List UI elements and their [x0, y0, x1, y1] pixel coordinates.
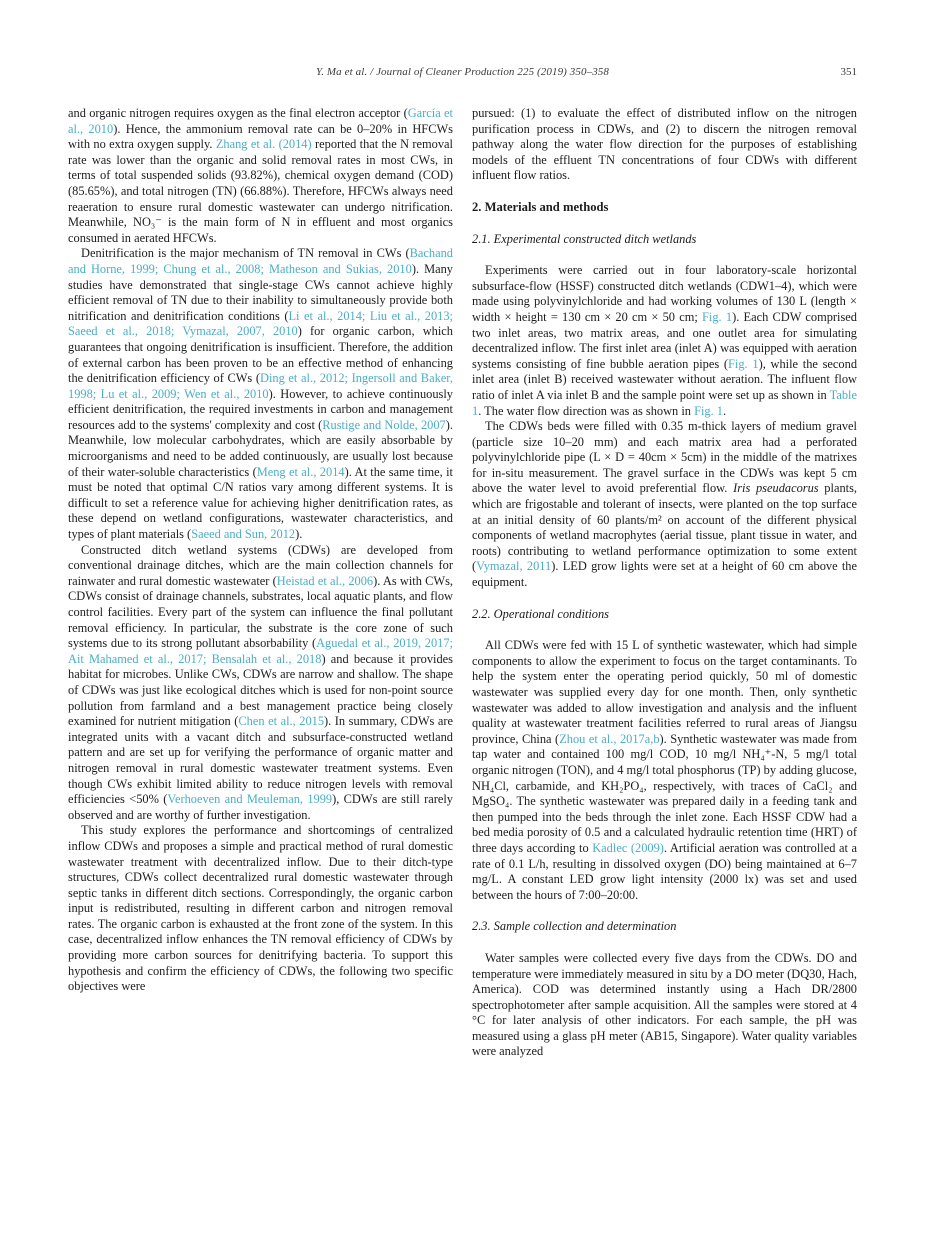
citation-link[interactable]: Fig. 1 — [694, 403, 723, 418]
text-segment: Denitrification is the major mechanism of TN removal in CWs ( — [81, 246, 410, 261]
paragraph — [472, 263, 857, 419]
text-segment: This study explores the performance and shortcomings of centralized inflow CDWs and proposes a simple and practical method of rural domestic wastewater treatment with decentralized inflow. Due to their ditch-type structures, CDWs collect decentralized rural domestic wastewater through septic tanks in different ditch sections. Correspondingly, the organic carbon input is redistributed, resulting in different carbon and nitrogen removal rates. The organic carbon is exhausted at the front zone of the system. In this case, decentralized inflow enhances the TN removal efficiency of CDWs by providing more carbon sources for denitrifying bacteria. To support this hypothesis and confirm the efficiency of CDWs, the following two specific objectives were — [68, 823, 453, 994]
text-segment: ). As with CWs, CDWs consist of drainage channels, substrates, local aquatic plants, and flow control facilities. Every part of the system can influence the final pollutant removal efficiency. In particular, the substrate is the core zone of such systems due to its strong pollutant absorbability ( — [68, 573, 453, 651]
text-segment: ). Meanwhile, low molecular carbohydrates, which are easily absorbable by microorganisms and need to be added continuously, are usually lost because of their water-soluble characteristics ( — [68, 417, 453, 479]
text-segment: ). In summary, CDWs are integrated units with a vacant ditch and subsurface-constructed wetland pattern and are set up for verifying the performance of organic matter and nitrogen removal in rural domestic wastewater treatment systems. Even though CWs exhibit limited ability to reduce nitrogen levels with removal efficiencies <50% ( — [68, 714, 454, 807]
text-segment: plants, which are frigostable and tolerant of insects, were planted on the top surface at an initial density of 60 plants/m² on account of the different physical components of wetland macrophytes (aerial tissue, plant tissue in water, and roots) contributing to wetland performance optimization to some extent ( — [472, 481, 858, 574]
citation-link[interactable]: Li et al., 2014; Liu et al., 2013; Saeed et al., 2018; Vymazal, 2007, 2010 — [68, 308, 453, 339]
page-header — [68, 66, 857, 82]
subsection-heading: 2.1. Experimental constructed ditch wetlands — [472, 231, 697, 246]
text-segment: ). At the same time, it must be noted that optimal C/N ratios vary among different systems. It is difficult to set a reference value for achieving higher denitrification rates, as these depend on wetland configurations, wastewater characteristics, and types of plant materials ( — [68, 464, 453, 542]
text-segment: reported that the N removal rate was lower than the organic and solid removal rates in most CWs, in terms of total suspended solids (93.82%), chemical oxygen demand (COD) (85.65%), and total nitrogen (TN) (66.88%). Therefore, HFCWs always need reaeration to ensure rural domestic wastewater can undergo nitrification. Meanwhile, NO₃⁻ is the main form of N in effluent and most organics consumed in aerated HFCWs. — [68, 137, 454, 245]
text-segment: Constructed ditch wetland systems (CDWs) are developed from conventional drainage ditches, which are the main collection channels for rainwater and rural domestic wastewater ( — [68, 542, 453, 588]
text-segment: The CDWs beds were filled with 0.35 m-thick layers of medium gravel (particle size 10–20 mm) and each matrix area had a perforated polyvinylchloride pipe (L × D = 40cm × 5cm) in the middle of the matrixes for in-situ measurement. The gravel surface in the CDWs was kept 5 cm above the water level to avoid preferential flow. — [472, 419, 857, 496]
text-segment: ). However, to achieve continuously efficient denitrification, the required investments in carbon and management resources add to the systems' complexity and cost ( — [68, 386, 453, 432]
citation-link[interactable]: Kadlec (2009) — [592, 840, 664, 855]
citation-link[interactable]: Verhoeven and Meuleman, 1999 — [167, 792, 333, 807]
citation-link[interactable]: Aguedal et al., 2019, 2017; Ait Mahamed et al., 2017; Bensalah et al., 2018 — [68, 636, 453, 666]
citation-link[interactable]: Fig. 1 — [728, 356, 759, 371]
subsection-heading: 2.3. Sample collection and determination — [472, 919, 677, 934]
text-segment: . Artificial aeration was controlled at a rate of 0.1 L/h, resulting in dissolved oxygen (DO) being maintained at 6–7 mg/L. A constant LED grow light intensity (2000 lx) was set and used between the hours of 7:00–20:00. — [472, 840, 857, 902]
subsection-heading: 2.2. Operational conditions — [472, 606, 609, 621]
text-segment: ). Synthetic wastewater was made from tap water and contained 100 mg/l COD, 10 mg/l NH₄⁺-N, 5 mg/l total organic nitrogen (TON), and 4 mg/l total phosphorus (TP) by adding glucose, NH₄Cl, carbamide, and KH₂PO₄, respectively, with traces of CaCl₂ and MgSO₄. The synthetic wastewater was prepared daily in a feeding tank and then pumped into the beds through the inlet zone. Each HSSF CDW had a bed media porosity of 0.5 and a calculated hydraulic retention time (HRT) of three days according to — [472, 731, 857, 855]
text-segment: . — [723, 403, 727, 418]
text-segment: ). Many studies have demonstrated that single-stage CWs cannot achieve highly efficient removal of TN due to their inability to simultaneously provide both nitrification and denitrification conditions ( — [68, 261, 454, 323]
paragraph — [68, 246, 453, 542]
citation-link[interactable]: Zhang et al. (2014) — [215, 137, 312, 152]
left-column — [68, 106, 453, 1060]
citation-link[interactable]: Fig. 1 — [702, 309, 733, 324]
text-segment: Iris pseudacorus — [733, 481, 819, 496]
paragraph — [472, 951, 857, 1060]
section-heading: 2. Materials and methods — [472, 199, 609, 214]
article-body — [68, 106, 857, 1060]
citation-link[interactable]: García et al., 2010 — [68, 106, 453, 136]
running-head: Y. Ma et al. / Journal of Cleaner Production 225 (2019) 350–358 — [316, 66, 609, 78]
text-segment: ) and because it provides habitat for microbes. Unlike CWs, CDWs are narrow and shallow. The shape of CDWs was just like ecological ditches which is used for non-point source pollution from farmland and a best management practice being closely examined for nutrient mitigation ( — [68, 651, 453, 729]
text-segment: Experiments were carried out in four laboratory-scale horizontal subsurface-flow (HSSF) constructed ditch wetlands (CDW1–4), which were made using polyvinylchloride and had working volumes of 130 L (length × width × height = 130 cm × 20 cm × 50 cm; — [472, 263, 857, 324]
text-segment: ). Hence, the ammonium removal rate can be 0–20% in HFCWs with no extra oxygen supply. — [68, 121, 453, 152]
text-segment: and organic nitrogen requires oxygen as the final electron acceptor ( — [68, 106, 408, 120]
paragraph — [68, 823, 453, 995]
right-column — [472, 106, 857, 1060]
citation-link[interactable]: Saeed and Sun, 2012 — [191, 527, 296, 542]
text-segment: ). LED grow lights were set at a height of 60 cm above the equipment. — [472, 559, 858, 590]
citation-link[interactable]: Rustige and Nolde, 2007 — [322, 417, 446, 432]
citation-link[interactable]: Heistad et al., 2006 — [276, 573, 374, 588]
text-segment: ) for organic carbon, which guarantees that ongoing denitrification is insufficient. Therefore, the addition of external carbon has been proven to be an effective method of enhancing the denitrification efficiency of CWs ( — [68, 324, 453, 386]
text-segment: pursued: (1) to evaluate the effect of distributed inflow on the nitrogen purification process in CDWs, and (2) to discern the nitrogen removal pathway along the water flow direction for the purposes of establishing models of the effluent TN concentrations of four CDWs with different influent flow ratios. — [472, 106, 857, 183]
paragraph — [68, 543, 453, 824]
page-number: 351 — [840, 66, 857, 78]
text-segment: Water samples were collected every five days from the CDWs. DO and temperature were immediately measured in situ by a DO meter (DQ30, Hach, America). COD was determined instantly using a Hach DR/2800 spectrophotometer after sample acquisition. All the samples were stored at 4 °C for later analysis of other indicators. For each sample, the pH was measured using a glass pH meter (AB15, Singapore). Water quality variables were analyzed — [472, 950, 858, 1059]
text-segment: ), CDWs are still rarely observed and are worthy of further investigation. — [68, 792, 453, 822]
paragraph — [68, 106, 453, 246]
text-segment: ). Each CDW comprised two inlet areas, two matrix areas, and one outlet area for simulating decentralized inflow. The first inlet area (inlet A) was equipped with aeration systems consisting of fine bubble aeration pipes ( — [472, 309, 858, 371]
text-segment: ), while the second inlet area (inlet B) received wastewater without aeration. The influent flow ratio of inlet A via inlet B and the sample point were set up as shown in — [472, 356, 858, 402]
text-segment: All CDWs were fed with 15 L of synthetic wastewater, which had simple components to allow the experiment to focus on the target contaminants. To help the system enter the operating period quickly, 50 ml of domestic wastewater was supplied every day for one month. Then, only synthetic wastewater was added to allow investigation and analysis and the influent quality at wastewater treatment facilities referred to rural areas of Jiangsu province, China ( — [472, 638, 857, 746]
citation-link[interactable]: Ding et al., 2012; Ingersoll and Baker, 1998; Lu et al., 2009; Wen et al., 2010 — [68, 371, 453, 401]
citation-link[interactable]: Table 1 — [472, 387, 857, 418]
citation-link[interactable]: Meng et al., 2014 — [256, 464, 345, 479]
citation-link[interactable]: Zhou et al., 2017a,b — [559, 731, 660, 746]
paragraph — [472, 638, 857, 903]
citation-link[interactable]: Vymazal, 2011 — [476, 559, 552, 574]
text-segment: . The water flow direction was as shown in — [478, 403, 695, 418]
citation-link[interactable]: Bachand and Horne, 1999; Chung et al., 2008; Matheson and Sukias, 2010 — [68, 246, 453, 276]
paragraph — [472, 419, 857, 591]
text-segment: ). — [295, 527, 303, 542]
paragraph — [472, 106, 857, 184]
citation-link[interactable]: Chen et al., 2015 — [238, 714, 325, 729]
